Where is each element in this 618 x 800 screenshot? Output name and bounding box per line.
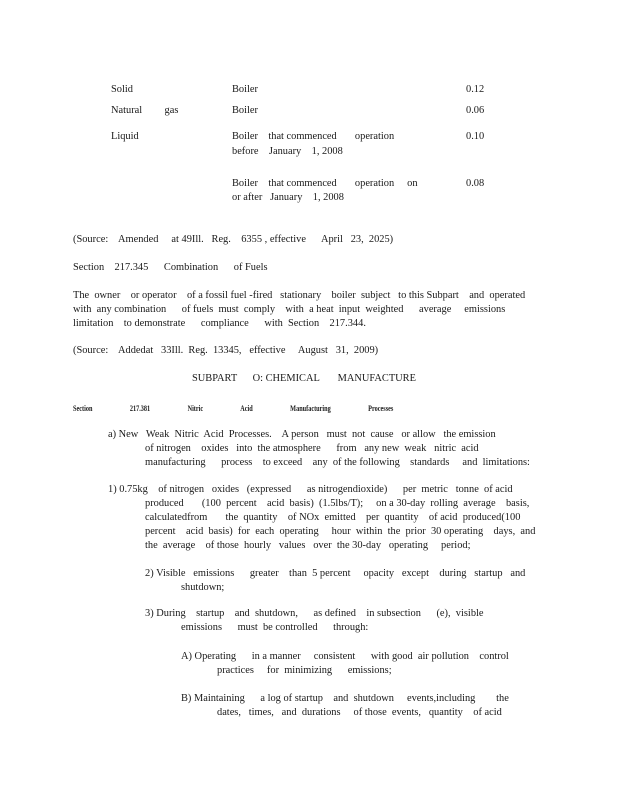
table-value-cell: 0.10 xyxy=(466,131,485,142)
body-line: of nitrogen oxides into the atmosphere from any new weak nitric acid xyxy=(145,443,479,454)
body-line: dates, times, and durations of those events, quantity of acid xyxy=(217,707,502,718)
section-heading: Section 217.381 Nitric Acid Manufacturing Processes xyxy=(73,404,394,413)
table-type-cell: Boiler xyxy=(232,105,258,116)
body-line: 2) Visible emissions greater than 5 percent opacity except during startup and xyxy=(145,568,526,579)
body-line: B) Maintaining a log of startup and shutdown events,including the xyxy=(181,693,509,704)
body-line: 1) 0.75kg of nitrogen oxides (expressed as nitrogendioxide) per metric tonne of acid xyxy=(108,484,513,495)
body-line: calculatedfrom the quantity of NOx emitted per quantity of acid produced(100 xyxy=(145,512,521,523)
body-line: with any combination of fuels must comply with a heat input weighted average emissions xyxy=(73,304,506,315)
section-heading: Section 217.345 Combination of Fuels xyxy=(73,262,268,273)
body-line: A) Operating in a manner consistent with good air pollution control xyxy=(181,651,509,662)
table-value-cell: 0.06 xyxy=(466,105,485,116)
table-fuel-cell: Solid xyxy=(111,84,133,95)
body-line: shutdown; xyxy=(181,582,225,593)
table-type-cell: before January 1, 2008 xyxy=(232,146,343,157)
body-line: manufacturing process to exceed any of the following standards and limitations: xyxy=(145,457,530,468)
table-fuel-cell: Natural gas xyxy=(111,105,179,116)
table-type-cell: Boiler that commenced operation xyxy=(232,131,395,142)
body-line: The owner or operator of a fossil fuel -fired stationary boiler subject to this Subpart and operated xyxy=(73,290,526,301)
body-line: limitation to demonstrate compliance with Section 217.344. xyxy=(73,318,366,329)
table-value-cell: 0.08 xyxy=(466,178,485,189)
body-line: the average of those hourly values over the 30-day operating period; xyxy=(145,540,471,551)
table-type-cell: Boiler that commenced operation on xyxy=(232,178,418,189)
source-note: (Source: Amended at 49Ill. Reg. 6355 , effective April 23, 2025) xyxy=(73,234,394,245)
table-value-cell: 0.12 xyxy=(466,84,485,95)
table-type-cell: or after January 1, 2008 xyxy=(232,192,344,203)
body-line: produced (100 percent acid basis) (1.5lbs/T); on a 30-day rolling average basis, xyxy=(145,498,530,509)
body-line: practices for minimizing emissions; xyxy=(217,665,392,676)
body-line: percent acid basis) for each operating hour within the prior 30 operating days, and xyxy=(145,526,536,537)
body-line: 3) During startup and shutdown, as defined in subsection (e), visible xyxy=(145,608,484,619)
table-type-cell: Boiler xyxy=(232,84,258,95)
body-line: a) New Weak Nitric Acid Processes. A person must not cause or allow the emission xyxy=(108,429,496,440)
source-note: (Source: Addedat 33Ill. Reg. 13345, effective August 31, 2009) xyxy=(73,345,379,356)
subpart-title: SUBPART O: CHEMICAL MANUFACTURE xyxy=(192,373,416,384)
body-line: emissions must be controlled through: xyxy=(181,622,369,633)
table-fuel-cell: Liquid xyxy=(111,131,139,142)
